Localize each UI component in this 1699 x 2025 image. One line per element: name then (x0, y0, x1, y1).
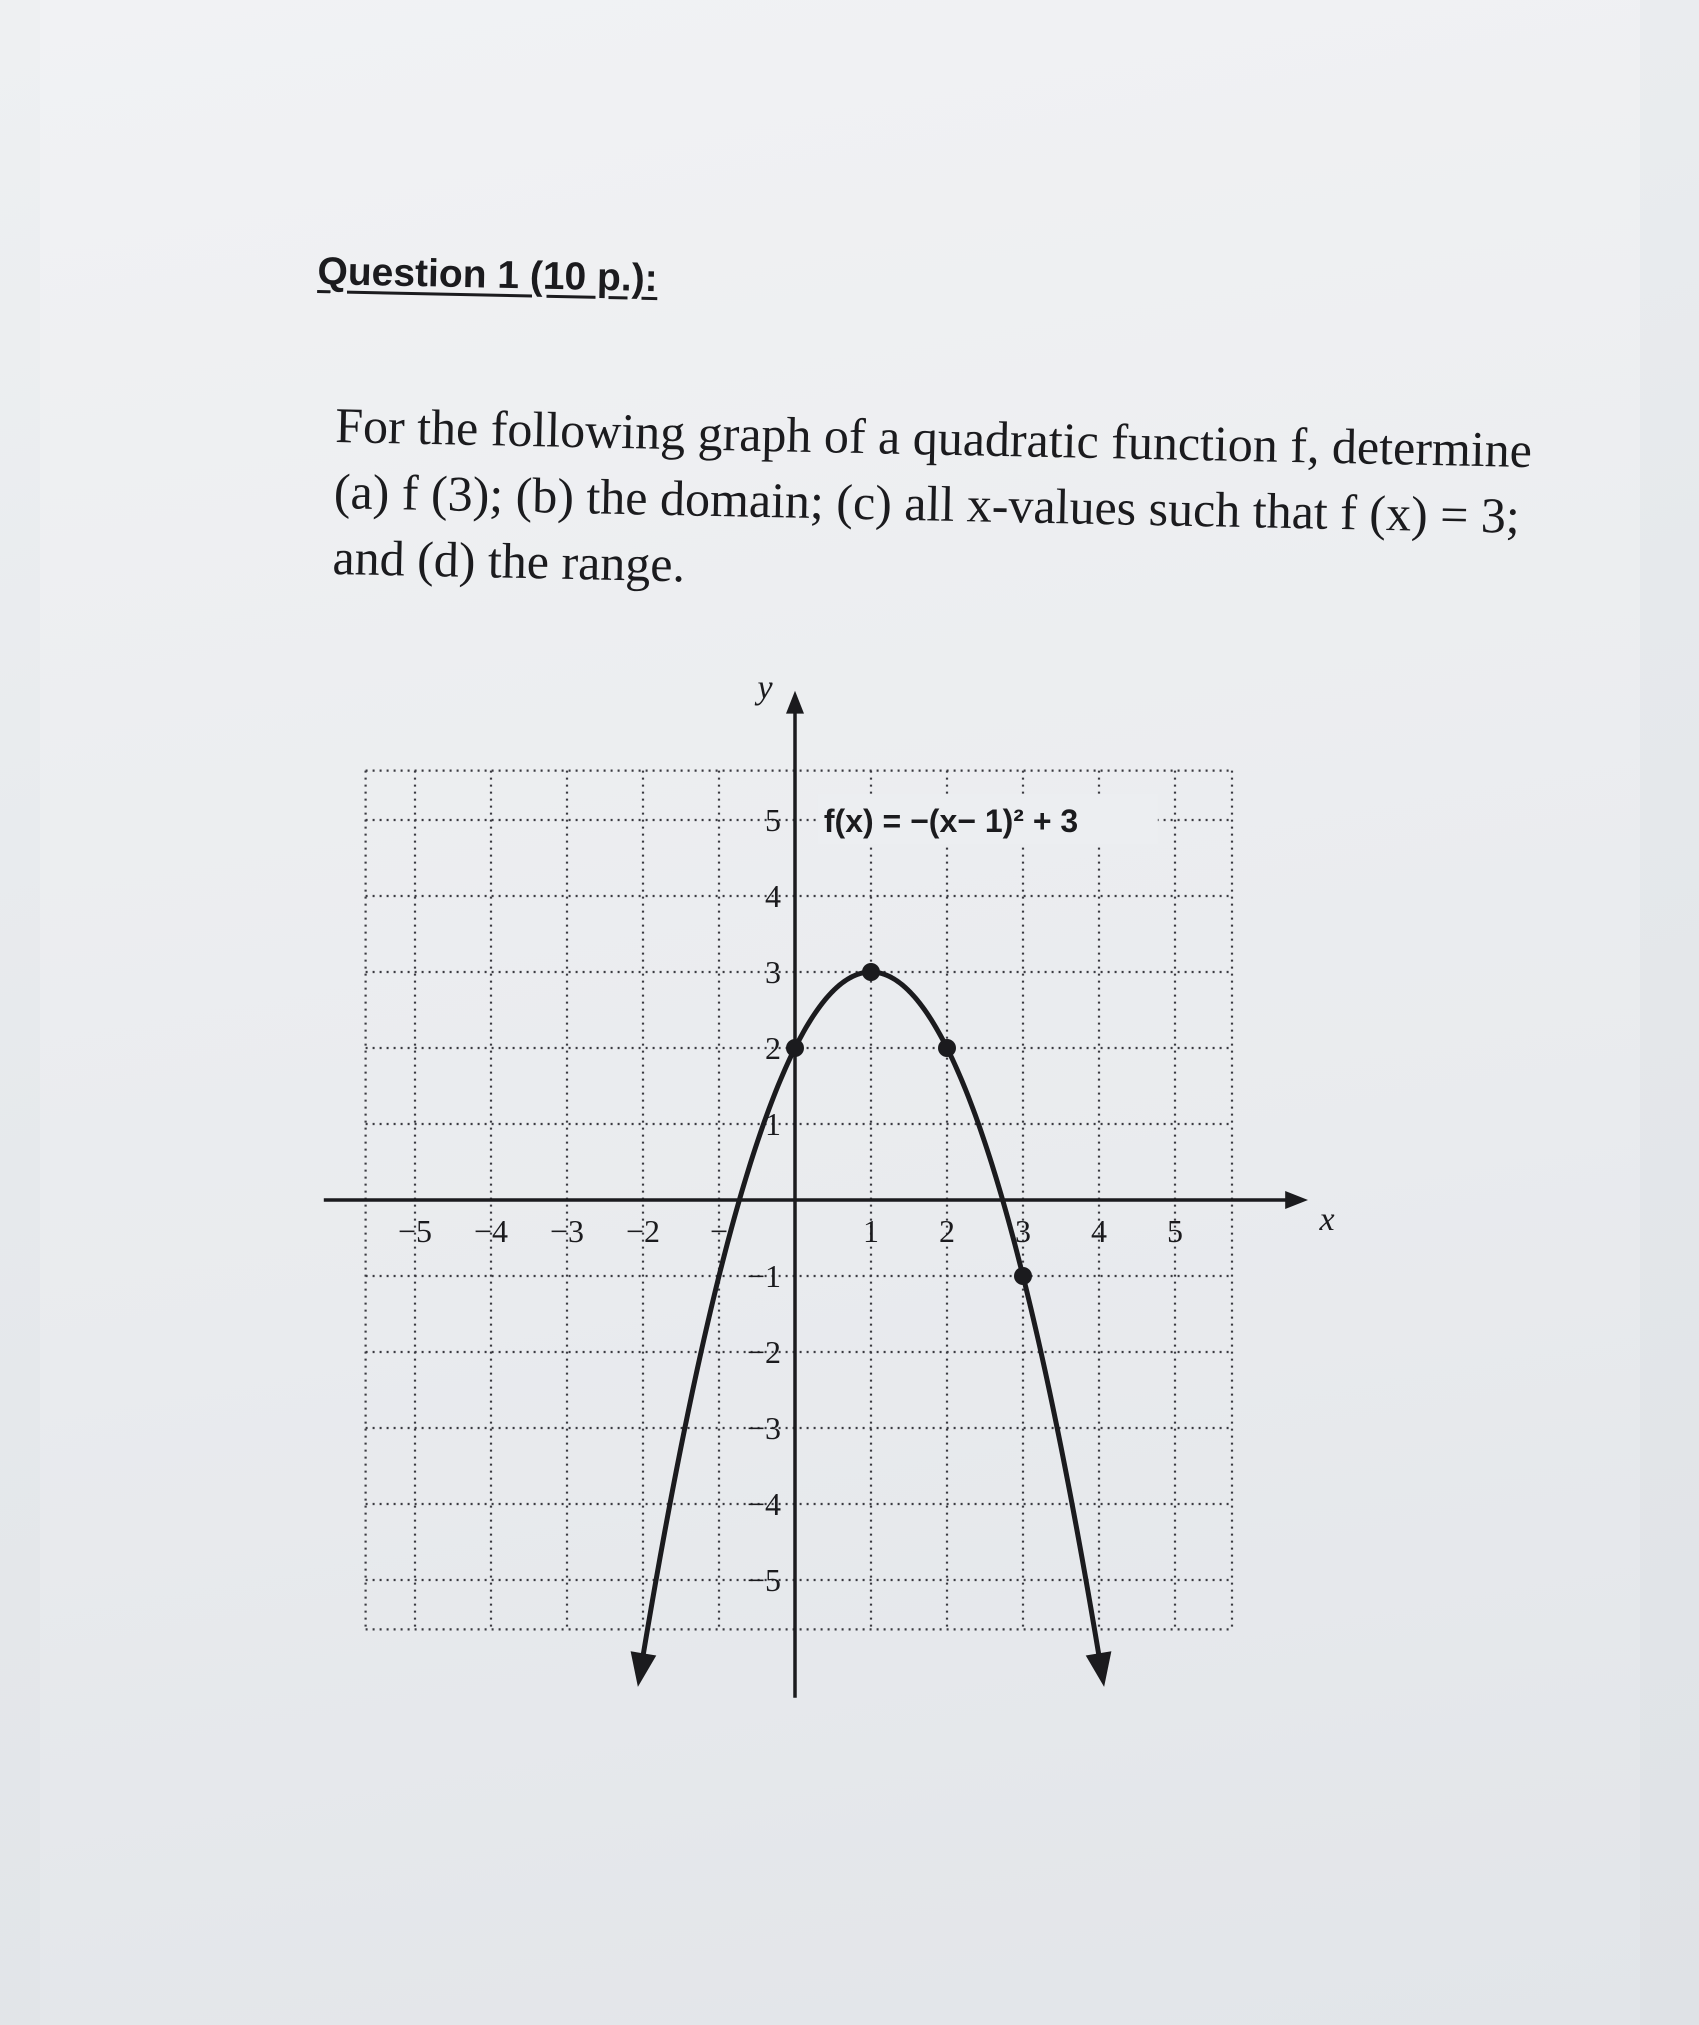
x-axis-arrow-icon (1285, 1191, 1308, 1209)
x-tick-label: 1 (863, 1213, 879, 1249)
x-tick-label: 5 (1167, 1213, 1183, 1249)
x-tick-label: − (709, 1213, 729, 1249)
y-tick-label: −1 (746, 1258, 781, 1294)
x-axis-label: x (1319, 1201, 1335, 1238)
y-axis-label: y (757, 669, 773, 707)
y-tick-label: −2 (746, 1334, 781, 1370)
marked-point (938, 1039, 956, 1057)
x-tick-label: −5 (397, 1213, 433, 1249)
marked-point (862, 963, 880, 981)
paper-sheet (40, 0, 1640, 2025)
marked-point (1014, 1267, 1032, 1285)
y-tick-label: 2 (765, 1030, 781, 1066)
y-tick-label: 1 (765, 1106, 781, 1142)
y-tick-label: 3 (765, 954, 781, 990)
question-prompt: For the following graph of a quadratic function f, determine (a) f (3); (b) the domain; (c) all x-values such that f (x) = 3; and (d) the range. (331, 396, 1533, 593)
x-tick-label: −2 (625, 1213, 661, 1249)
marked-points (786, 963, 1032, 1285)
axes (324, 691, 1308, 1698)
equation-annotation: f(x) = −(x− 1)² + 3 (823, 803, 1079, 839)
quadratic-graph (280, 669, 1360, 1750)
marked-point (786, 1039, 804, 1057)
x-tick-label: −4 (473, 1213, 509, 1249)
x-tick-label: 4 (1091, 1213, 1107, 1249)
curve-arrow-icon (1086, 1651, 1112, 1687)
y-tick-label: −3 (746, 1410, 781, 1446)
y-tick-label: 5 (765, 802, 781, 838)
y-tick-label: −4 (746, 1486, 781, 1522)
x-tick-label: −3 (549, 1213, 585, 1249)
x-tick-label: 3 (1015, 1213, 1031, 1249)
question-heading: Question 1 (10 p.): (317, 250, 659, 301)
y-axis-arrow-icon (786, 691, 804, 714)
equation-annotation-group (818, 794, 1158, 844)
y-tick-label: −5 (746, 1562, 781, 1598)
curve-arrow-icon (631, 1651, 657, 1687)
y-tick-label: 4 (765, 878, 781, 914)
x-tick-label: 2 (939, 1213, 955, 1249)
